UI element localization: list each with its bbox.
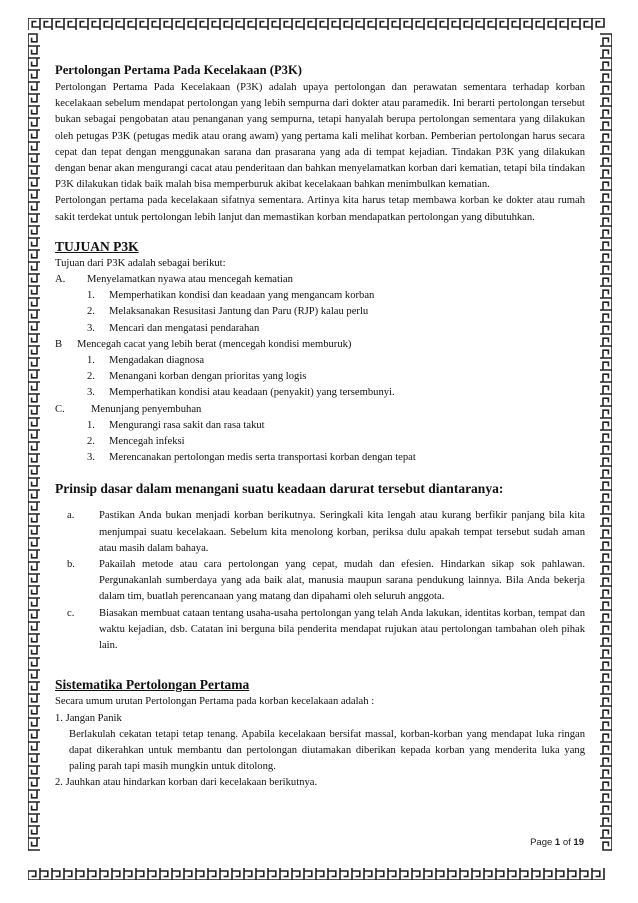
group-label: C. [55, 403, 65, 415]
list-item: Menangani korban dengan prioritas yang logis [109, 371, 307, 383]
list-item: Mengurangi rasa sakit dan rasa takut [109, 419, 265, 431]
item-text: Biasakan membuat cataan tentang usaha-usaha pertolongan yang telah Anda lakukan, identitas korban, tempat dan waktu kejadian, dsb. Catatan ini berguna bila penderita mendapat rujukan atau pertolongan tambahan oleh pihak lain. [99, 607, 585, 652]
item-text: Pakailah metode atau cara pertolongan yang cepat, mudah dan efesien. Hindarkan sikap sok pahlawan. Pergunakanlah sumberdaya yang ada baik alat, manusia maupun sarana pendukung lainnya. Bila Anda bekerja dalam tim, buatlah perencanaan yang matang dan dipahami oleh seluruh anggota. [99, 559, 585, 603]
item-num: 2. [87, 436, 95, 448]
paragraph-temporary: Pertolongan pertama pada kecelakaan sifatnya sementara. Artinya kita harus tetap membawa korban ke dokter atau rumah sakit terdekat untuk pertolongan lebih lanjut dan memastikan korban mendapatkan pertolongan yang dibutuhkan. [55, 195, 585, 223]
tujuan-group-a [55, 272, 585, 337]
list-item: Memperhatikan kondisi atau keadaan (penyakit) yang tersembunyi. [109, 387, 395, 399]
document-body [55, 62, 585, 792]
item-num: 3. [87, 452, 95, 464]
list-item: Mencegah infeksi [109, 436, 185, 448]
tujuan-intro: Tujuan dari P3K adalah sebagai berikut: [55, 257, 226, 269]
page-total: 19 [573, 837, 584, 848]
item-mark: c. [67, 607, 75, 619]
item-mark: b. [67, 559, 75, 571]
item-num: 2. [87, 371, 95, 383]
paragraph-definition: Pertolongan Pertama Pada Kecelakaan (P3K) adalah upaya pertolongan dan perawatan sementara terhadap korban kecelakaan sebelum mendapat pertolongan yang lebih sempurna dari dokter atau paramedik. Ini berarti pertolongan tersebut bukan sebagai pengobatan atau penanganan yang sempurna, tetapi hanyalah berupa pertolongan sementara yang dilakukan oleh petugas P3K (petugas medik atau orang awam) yang pertama kali melihat korban. Pemberian pertolongan harus secara cepat dan tepat dengan menggunakan sarana dan prasarana yang ada di tempat kejadian. Tindakan P3K yang dilakukan dengan benar akan mengurangi cacat atau penderitaan dan bahkan menyelamatkan korban dari kematian, tetapi bila tindakan P3K dilakukan tidak baik malah bisa memperburuk akibat kecelakaan bahkan menimbulkan kematian. [55, 82, 585, 191]
page-number: 1 [554, 837, 561, 848]
item-num: 1. [87, 419, 95, 431]
section-title-sistematika: Sistematika Pertolongan Pertama [55, 677, 250, 693]
group-text: Menunjang penyembuhan [91, 403, 202, 415]
group-label: A. [55, 274, 66, 286]
tujuan-group-c [55, 402, 585, 467]
step-text: Berlakulah cekatan tetapi tetap tenang. Apabila kecelakaan bersifat massal, korban-korban yang mendapat luka ringan dapat dikerahkan untuk membantu dan pertolongan diutamakan diberikan kepada korban yang menderita luka yang paling parah tapi masih mungkin untuk ditolong. [69, 728, 585, 773]
step-title: 1. Jangan Panik [55, 712, 122, 724]
sistematika-intro: Secara umum urutan Pertolongan Pertama pada korban kecelakaan adalah : [55, 696, 375, 708]
tujuan-group-b [55, 337, 585, 402]
list-item: Merencanakan pertolongan medis serta transportasi korban dengan tepat [109, 452, 416, 464]
list-item [55, 557, 585, 606]
page-word: Page [530, 837, 553, 848]
section-title-tujuan: TUJUAN P3K [55, 238, 139, 254]
item-num: 1. [87, 355, 95, 367]
page-footer [530, 837, 584, 848]
list-item: Melaksanakan Resusitasi Jantung dan Paru (RJP) kalau perlu [109, 306, 369, 318]
step-title: 2. Jauhkan atau hindarkan korban dari kecelakaan berikutnya. [55, 777, 318, 789]
list-item [55, 606, 585, 655]
item-num: 2. [87, 306, 95, 318]
item-num: 1. [87, 290, 95, 302]
list-item: Mengadakan diagnosa [109, 355, 205, 367]
section-title-p3k: Pertolongan Pertama Pada Kecelakaan (P3K) [55, 63, 302, 77]
list-item [55, 508, 585, 557]
prinsip-list [55, 508, 585, 654]
list-item: Mencari dan mengatasi pendarahan [109, 322, 260, 334]
group-label: B [55, 338, 63, 350]
group-text: Mencegah cacat yang lebih berat (mencegah kondisi memburuk) [77, 338, 352, 350]
item-num: 3. [87, 322, 95, 334]
group-text: Menyelamatkan nyawa atau mencegah kematian [87, 274, 293, 286]
item-text: Pastikan Anda bukan menjadi korban berikutnya. Seringkali kita lengah atau kurang berfikir panjang bila kita menjumpai suatu kecelakaan. Sebelum kita menolong korban, periksa dulu apakah tempat tersebut sudah aman atau masih dalam bahaya. [99, 510, 585, 554]
of-word: of [562, 837, 571, 848]
item-mark: a. [67, 510, 75, 522]
list-item: Memperhatikan kondisi dan keadaan yang mengancam korban [109, 290, 375, 302]
section-title-prinsip: Prinsip dasar dalam menangani suatu keadaan darurat tersebut diantaranya: [55, 481, 504, 497]
item-num: 3. [87, 387, 95, 399]
